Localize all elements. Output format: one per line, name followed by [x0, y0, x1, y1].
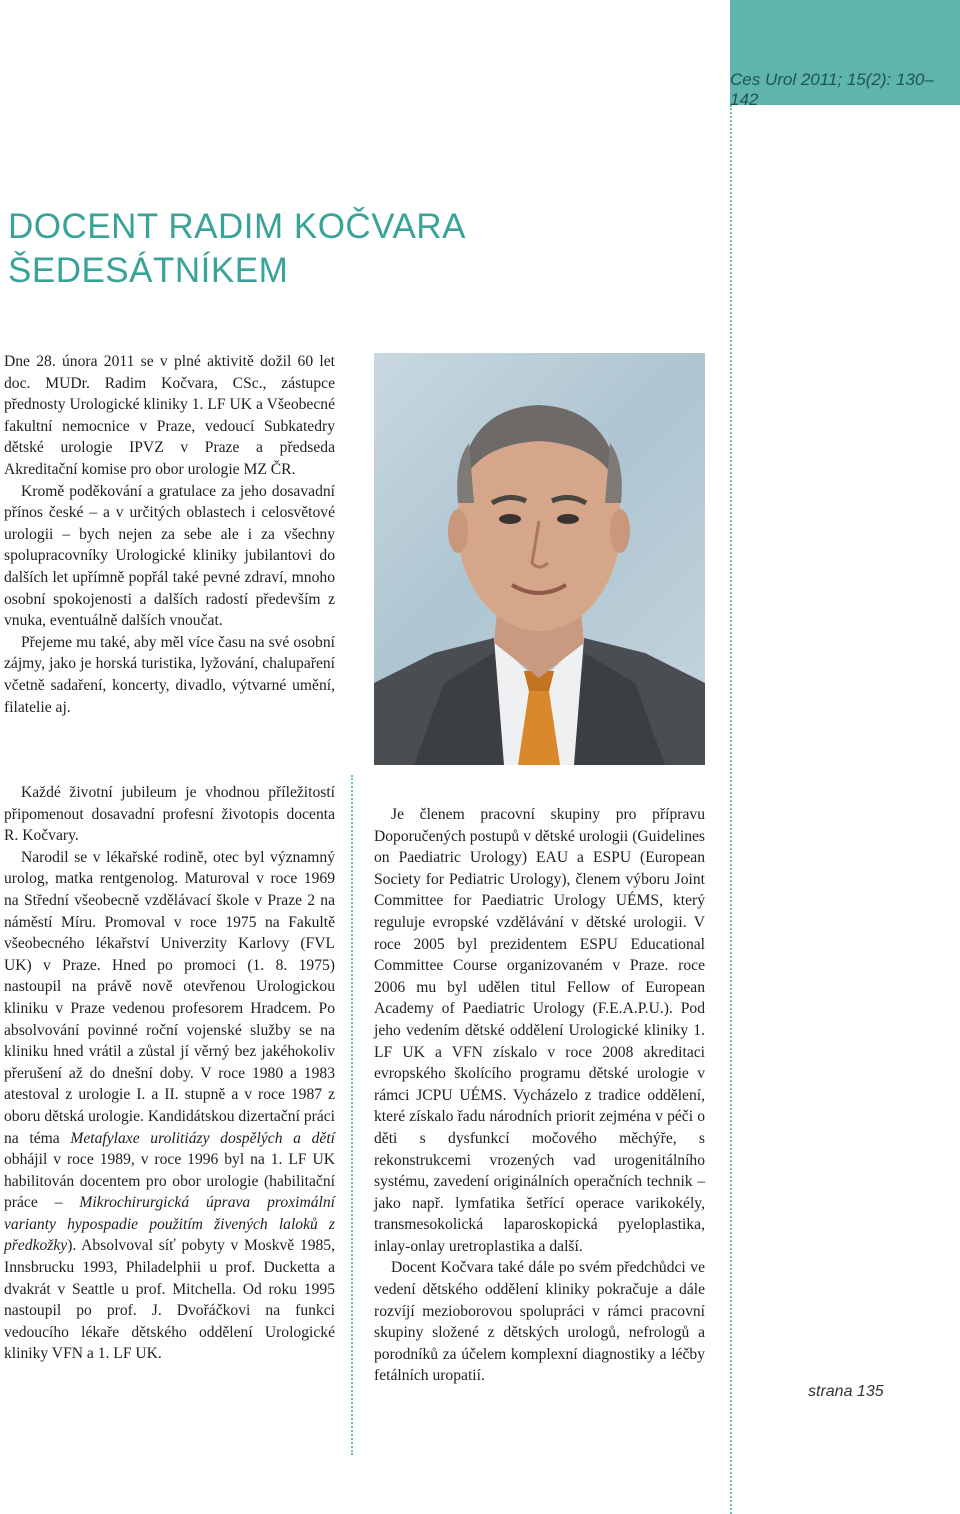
bio-text-a: Narodil se v lékařské rodině, otec byl významný urolog, matka rentgenolog. Maturoval v roce 1969 na Střední všeobecně vzdělávací škole v Praze 2 na náměstí Míru. Promoval v roce 1975 na Fakultě všeobecného lékařství Univerzity Karlovy (FVL UK) v Praze. Hned po promoci (1. 8. 1975) nastoupil na právě nově otevřenou Urologickou kliniku v Praze vedenou profesorem Hradcem. Po absolvování povinné roční vojenské služby se na kliniku hned vrátil a zůstal jí věrný bez jakéhokoliv přerušení až do dnešní doby. V roce 1980 a 1983 atestoval z urologie I. a II. stupně a v roce 1987 z oboru dětská urologie. Kandidátskou dizertační práci na téma: [4, 848, 335, 1147]
bio-right-paragraph-1: Je členem pracovní skupiny pro přípravu Doporučených postupů v dětské urologii (Guidelines on Paediatric Urology) EAU a ESPU (European Society for Pediatric Urology), členem výboru Joint Committee for Paediatric Urology UÉMS, který reguluje evropské vzdělávání v dětské urologii. V roce 2005 byl prezidentem ESPU Educational Committee Course organizovaném v Praze. roce 2006 mu byl udělen titul Fellow of European Academy of Paediatric Urology (F.E.A.P.U.). Pod jeho vedením dětské oddělení Urologické kliniky 1. LF UK a VFN získalo v roce 2008 akreditaci evropského školícího programu dětské urologie v rámci JCPU UÉMS. Vycházelo z tradice oddělení, které získalo řadu národních priorit zejména v péči o děti s dysfunkcí močového měchýře, s rekonstrukcemi vrozených vad urogenitálního systému, zavedení originálních operačních technik – jako např. lymfatika šetřící operace varikokély, transmesokolická laparoskopická pyeloplastika, inlay-onlay uretroplastika a další.: [374, 806, 705, 1255]
margin-divider: [730, 105, 732, 1514]
column-divider: [351, 775, 353, 1455]
intro-paragraph-2: Kromě poděkování a gratulace za jeho dosavadní přínos české – a v určitých oblastech i celosvětové urologii – bych nejen za sebe ale i za všechny spolupracovníky Urologické kliniky jubilantovi do dalších let upřímně popřál také pevné zdraví, mnoho osobní spokojenosti a dalších radostí především z vnuka, eventuálně dalších vnoučat.: [4, 482, 335, 630]
bio-paragraph-1: Každé životní jubileum je vhodnou příležitostí připomenout dosavadní profesní životopis docenta R. Kočvary.: [4, 784, 335, 845]
journal-citation-box: [730, 0, 960, 109]
title-line-1: DOCENT RADIM KOČVARA: [8, 207, 466, 246]
header-white-area: [0, 0, 730, 105]
bio-paragraph-2: [4, 847, 335, 1365]
bio-dissertation-title: Metafylaxe urolitiázy dospělých a dětí: [70, 1129, 336, 1147]
intro-column: [4, 351, 335, 718]
portrait-photo: [374, 353, 705, 765]
article-title: [8, 205, 466, 293]
bio-right-paragraph-2: Docent Kočvara také dále po svém předchůdci ve vedení dětského oddělení kliniky pokračuje a dále rozvíjí mezioborovou spolupráci v rámci pracovní skupiny složené z dětských urologů, nefrologů a porodníků za účelem komplexní diagnostiky a léčby fetálních uropatií.: [374, 1259, 705, 1385]
intro-paragraph-1: Dne 28. února 2011 se v plné aktivitě dožil 60 let doc. MUDr. Radim Kočvara, CSc., zástupce přednosty Urologické kliniky 1. LF UK a Všeobecné fakultní nemocnice v Praze, vedoucí Subkatedry dětské urologie IPVZ v Praze a předseda Akreditační komise pro obor urologie MZ ČR.: [4, 353, 335, 478]
page-number: strana 135: [808, 1383, 884, 1400]
bio-habilitation-title: Mikrochirurgická úprava proximální varianty hypospadie použitím živených laloků z předkožky: [4, 1194, 335, 1255]
bio-text-c: ). Absolvoval síť pobyty v Moskvě 1985, Innsbrucku 1993, Philadelphii u prof. Ducketta a dvakrát v Seattle u prof. Mitchella. Od roku 1995 nastoupil po prof. J. Dvořáčkovi na funkci vedoucího lékaře dětského oddělení Urologické kliniky VFN a 1. LF UK.: [4, 1237, 335, 1363]
title-line-2: ŠEDESÁTNÍKEM: [8, 251, 289, 290]
portrait-illustration: [374, 353, 705, 765]
biography-right-column: [374, 804, 705, 1387]
intro-paragraph-3: Přejeme mu také, aby měl více času na své osobní zájmy, jako je horská turistika, lyžování, chalupaření včetně sadaření, koncerty, divadlo, výtvarné umění, filatelie aj.: [4, 633, 335, 716]
bio-text-b: obhájil v roce 1989, v roce 1996 byl na 1. LF UK habilitován docentem pro obor urologie (habilitační práce –: [4, 1151, 335, 1212]
journal-citation: Ces Urol 2011; 15(2): 130–142: [730, 70, 934, 109]
biography-left-column: [4, 782, 335, 1365]
